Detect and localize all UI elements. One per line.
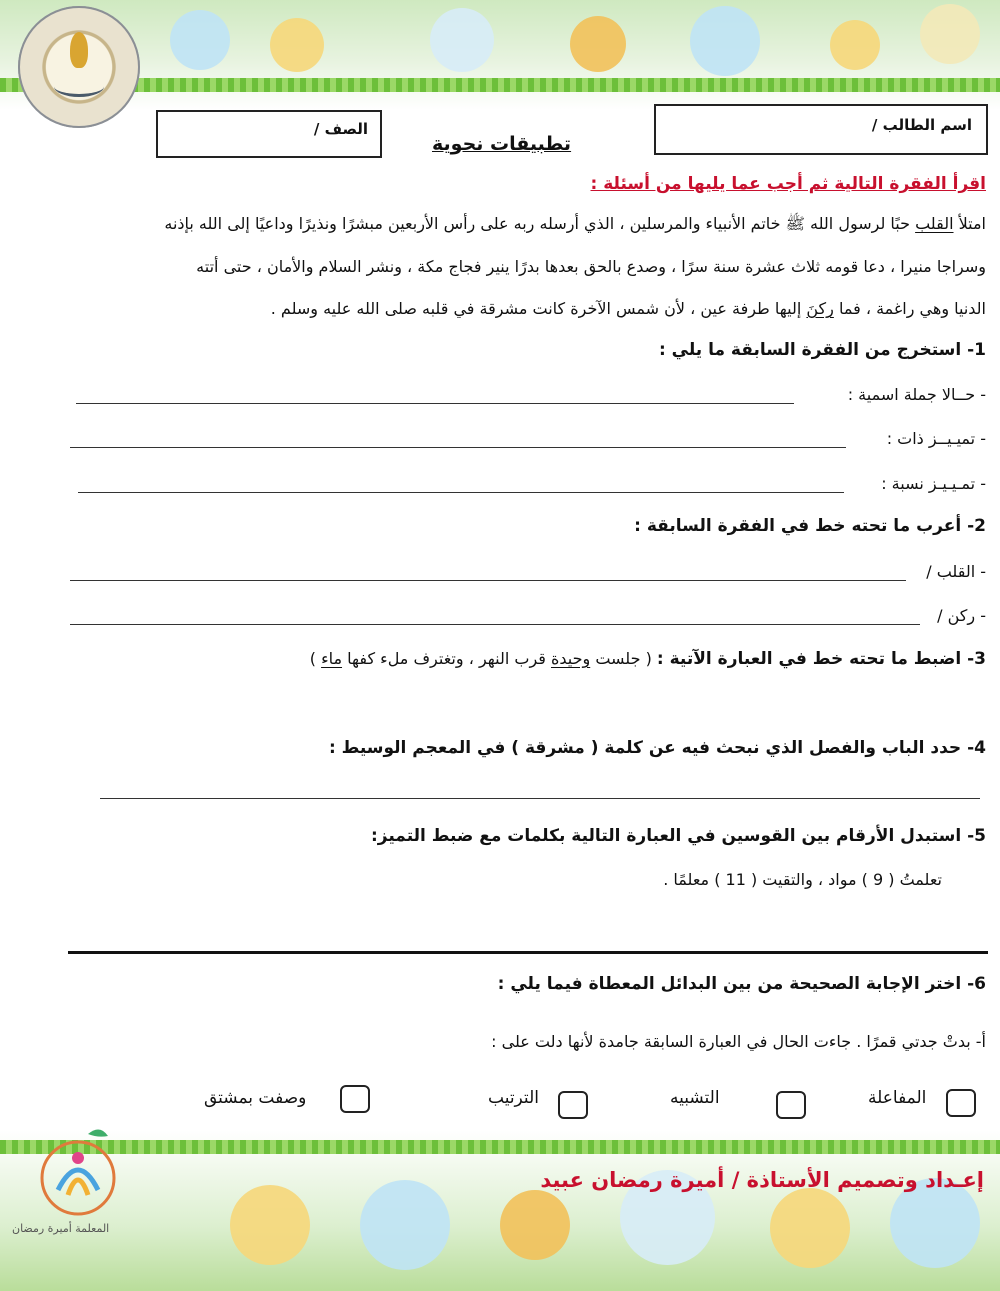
answer-line[interactable] bbox=[70, 624, 920, 625]
section-divider bbox=[68, 951, 988, 954]
underlined-word: ماء bbox=[321, 649, 343, 668]
q3-sentence-text: ) bbox=[309, 649, 322, 668]
question-6-title: 6- اختر الإجابة الصحيحة من بين البدائل المعطاة فيما يلي : bbox=[497, 974, 986, 994]
q2-item-qalb: - القلب / bbox=[926, 562, 986, 581]
flower-decoration bbox=[920, 4, 980, 64]
question-4-title: 4- حدد الباب والفصل الذي نبحث فيه عن كلمة ( مشرقة ) في المعجم الوسيط : bbox=[328, 738, 986, 758]
answer-line[interactable] bbox=[70, 580, 906, 581]
school-logo-icon bbox=[18, 6, 140, 128]
teacher-logo-caption: المعلمة أميرة رمضان bbox=[12, 1222, 110, 1235]
underlined-word: وحيدة bbox=[551, 649, 591, 668]
option-label-mufaala: المفاعلة bbox=[868, 1088, 927, 1108]
question-3 bbox=[310, 649, 986, 669]
option-checkbox-tashbih[interactable] bbox=[776, 1091, 806, 1119]
question-1-title: 1- استخرج من الفقرة السابقة ما يلي : bbox=[658, 340, 986, 360]
footer-credit: إعـداد وتصميم الأستاذة / أميرة رمضان عبيد bbox=[540, 1168, 984, 1192]
bottom-floral-border bbox=[0, 1130, 1000, 1291]
paragraph-text: امتلأ bbox=[953, 214, 986, 233]
answer-line[interactable] bbox=[78, 492, 844, 493]
option-checkbox-tartib[interactable] bbox=[558, 1091, 588, 1119]
answer-line[interactable] bbox=[100, 798, 980, 799]
paragraph-line-3 bbox=[271, 299, 986, 318]
q5-sentence: تعلمتُ ( 9 ) مواد ، والتقيت ( 11 ) معلمًا . bbox=[663, 870, 942, 889]
q1-item-tamyeez-dhat: - تميـيــز ذات : bbox=[886, 429, 986, 448]
instruction: اقرأ الفقرة التالية ثم أجب عما يليها من أسئلة : bbox=[590, 174, 986, 194]
teacher-logo-icon bbox=[28, 1120, 128, 1220]
flower-decoration bbox=[360, 1180, 450, 1270]
paragraph-text: إليها طرفة عين ، لأن شمس الآخرة كانت مشرقة في قلبه صلى الله عليه وسلم . bbox=[270, 299, 807, 318]
flame-icon bbox=[70, 32, 88, 68]
q6-question-a: أ- بدتْ جدتي قمرًا . جاءت الحال في العبارة السابقة جامدة لأنها دلت على : bbox=[491, 1032, 986, 1051]
question-3-title: 3- اضبط ما تحته خط في العبارة الآتية : bbox=[656, 649, 986, 669]
q1-item-tamyeez-nisba: - تمـيـيـز نسبة : bbox=[881, 474, 986, 493]
underlined-word: ركنَ bbox=[806, 299, 834, 318]
answer-line[interactable] bbox=[76, 403, 794, 404]
grass-strip bbox=[0, 78, 1000, 92]
paragraph-line-2: وسراجا منيرا ، دعا قومه ثلاث عشرة سنة سرًا ، وصدع بالحق بعدها بدرًا ينير فجاج مكة ، ونشر السلام والأمان ، حتى أتته bbox=[196, 257, 986, 276]
flower-decoration bbox=[270, 18, 324, 72]
top-floral-border bbox=[0, 0, 1000, 110]
flower-decoration bbox=[570, 16, 626, 72]
flower-decoration bbox=[430, 8, 494, 72]
question-2-title: 2- أعرب ما تحته خط في الفقرة السابقة : bbox=[634, 516, 986, 536]
flower-decoration bbox=[500, 1190, 570, 1260]
class-field[interactable] bbox=[156, 110, 382, 158]
open-book-icon bbox=[54, 76, 104, 97]
answer-line[interactable] bbox=[70, 447, 846, 448]
page-title: تطبيقات نحوية bbox=[432, 133, 572, 155]
q3-sentence-text: ( جلست bbox=[590, 649, 657, 668]
class-label: الصف / bbox=[313, 120, 368, 138]
paragraph-line-1 bbox=[164, 214, 986, 237]
flower-decoration bbox=[170, 10, 230, 70]
underlined-word: القلب bbox=[915, 214, 954, 233]
student-name-field[interactable] bbox=[654, 104, 988, 155]
paragraph-text: الدنيا وهي راغمة ، فما bbox=[833, 299, 986, 318]
q1-item-hal: - حــالا جملة اسمية : bbox=[847, 385, 986, 404]
flower-decoration bbox=[690, 6, 760, 76]
student-name-label: اسم الطالب / bbox=[871, 116, 972, 134]
option-label-tashbih: التشبيه bbox=[670, 1088, 720, 1108]
q2-item-rakana: - ركن / bbox=[937, 606, 986, 625]
question-5-title: 5- استبدل الأرقام بين القوسين في العبارة التالية بكلمات مع ضبط التميز: bbox=[370, 826, 986, 846]
option-checkbox-mufaala[interactable] bbox=[946, 1089, 976, 1117]
grass-strip bbox=[0, 1140, 1000, 1154]
option-label-wusifat: وصفت بمشتق bbox=[204, 1088, 307, 1108]
option-checkbox-wusifat[interactable] bbox=[340, 1085, 370, 1113]
flower-decoration bbox=[830, 20, 880, 70]
flower-decoration bbox=[770, 1188, 850, 1268]
q3-sentence-text: قرب النهر ، وتغترف ملء كفها bbox=[342, 649, 551, 668]
paragraph-text: حبًا لرسول الله ﷺ خاتم الأنبياء والمرسلين ، الذي أرسله ربه على رأس الأربعين مبشرًا ونذيرًا وداعيًا إلى الله بإذنه bbox=[164, 214, 916, 233]
option-label-tartib: الترتيب bbox=[488, 1088, 539, 1108]
flower-decoration bbox=[230, 1185, 310, 1265]
